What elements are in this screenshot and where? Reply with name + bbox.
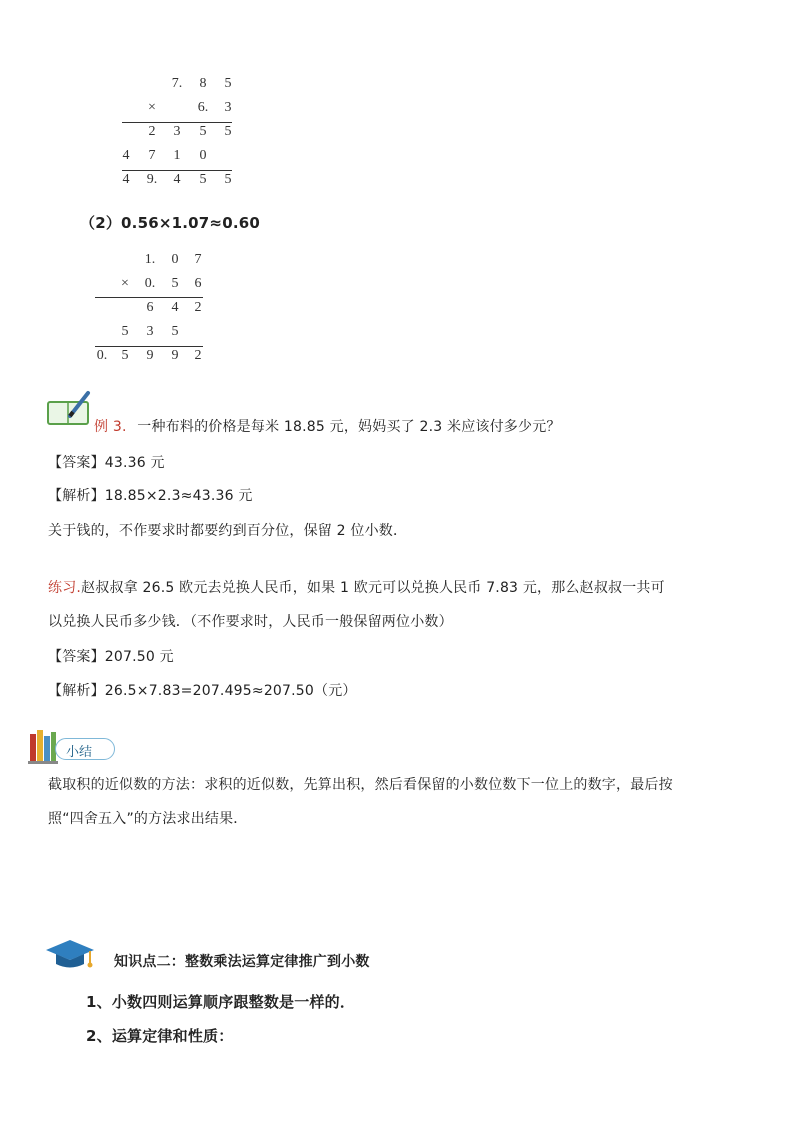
calc-2-digit: 1. — [144, 252, 156, 267]
calc-2-digit: 6 — [146, 300, 154, 315]
calc-1-digit: 6. — [197, 100, 209, 115]
summary-line-2: 照“四舍五入”的方法求出结果． — [48, 811, 248, 827]
section-2-heading: 知识点二：整数乘法运算定律推广到小数 — [114, 954, 370, 970]
calc-1-digit: 0 — [199, 148, 207, 163]
section-2-item-2: 2、运算定律和性质： — [86, 1027, 234, 1045]
books-icon — [28, 728, 58, 764]
calc-1-digit: × — [148, 100, 156, 115]
calc-1-digit: 2 — [148, 124, 156, 139]
practice-analysis: 【解析】26.5×7.83=207.495≈207.50（元） — [48, 683, 357, 699]
calc-1-digit: 7. — [171, 76, 183, 91]
example-3-note: 关于钱的，不作要求时都要约到百分位，保留 2 位小数． — [48, 523, 408, 539]
calc-1-digit: 5 — [224, 172, 232, 187]
calc-2-digit: 0. — [144, 276, 156, 291]
calc-1-digit: 1 — [173, 148, 181, 163]
graduation-cap-icon — [44, 938, 96, 972]
calc-2-digit: 5 — [171, 276, 179, 291]
calc-1-digit: 5 — [199, 172, 207, 187]
calc-2-digit: 2 — [194, 348, 202, 363]
practice-text-1: 赵叔叔拿 26.5 欧元去兑换人民币，如果 1 欧元可以兑换人民币 7.83 元，那么赵叔叔一共可 — [81, 580, 665, 596]
calc-1-digit: 3 — [173, 124, 181, 139]
calc-2-digit: 5 — [171, 324, 179, 339]
practice-line-2: 以兑换人民币多少钱．（不作要求时，人民币一般保留两位小数） — [48, 614, 453, 630]
calc-1-digit: 7 — [148, 148, 156, 163]
example-3-line — [94, 416, 561, 436]
practice-answer: 【答案】207.50 元 — [48, 649, 174, 665]
calc-1-digit: 4 — [173, 172, 181, 187]
calc-2-digit: 3 — [146, 324, 154, 339]
calc-1-rule-2 — [122, 170, 232, 171]
calc-1-digit: 3 — [224, 100, 232, 115]
example-3-answer: 【答案】43.36 元 — [48, 455, 165, 471]
calc-2-digit: 5 — [121, 324, 129, 339]
calc-1-digit: 5 — [199, 124, 207, 139]
calc-2-digit: 2 — [194, 300, 202, 315]
calc-2-digit: 5 — [121, 348, 129, 363]
practice-label: 练习. — [48, 580, 82, 596]
calc-2-digit: 4 — [171, 300, 179, 315]
summary-badge — [55, 738, 115, 760]
calc-2-title: （2）0.56×1.07≈0.60 — [80, 214, 261, 232]
practice-line-1 — [48, 577, 665, 597]
summary-badge-label: 小结 — [66, 745, 93, 760]
calc-2-digit: 0. — [96, 348, 108, 363]
example-3-question: 一种布料的价格是每米 18.85 元，妈妈买了 2.3 米应该付多少元？ — [137, 419, 561, 435]
calc-1-digit: 8 — [199, 76, 207, 91]
section-2-item-1: 1、小数四则运算顺序跟整数是一样的． — [86, 993, 356, 1011]
calc-1-digit: 5 — [224, 124, 232, 139]
calc-1-digit: 9. — [146, 172, 158, 187]
calc-2-digit: 9 — [171, 348, 179, 363]
calc-1-rule-1 — [122, 122, 232, 123]
calc-2-rule-2 — [95, 346, 203, 347]
calc-2-rule-1 — [95, 297, 203, 298]
example-icon — [46, 390, 94, 428]
calc-2-digit: 7 — [194, 252, 202, 267]
calc-2-digit: 9 — [146, 348, 154, 363]
calc-1-digit: 5 — [224, 76, 232, 91]
example-3-analysis: 【解析】18.85×2.3≈43.36 元 — [48, 488, 253, 504]
summary-line-1: 截取积的近似数的方法：求积的近似数，先算出积，然后看保留的小数位数下一位上的数字，最后按 — [48, 777, 673, 793]
calc-2-digit: × — [121, 276, 129, 291]
example-3-label: 例 3. — [94, 419, 127, 435]
calc-2-digit: 6 — [194, 276, 202, 291]
calc-1-digit: 4 — [122, 148, 130, 163]
calc-2-digit: 0 — [171, 252, 179, 267]
calc-1-digit: 4 — [122, 172, 130, 187]
